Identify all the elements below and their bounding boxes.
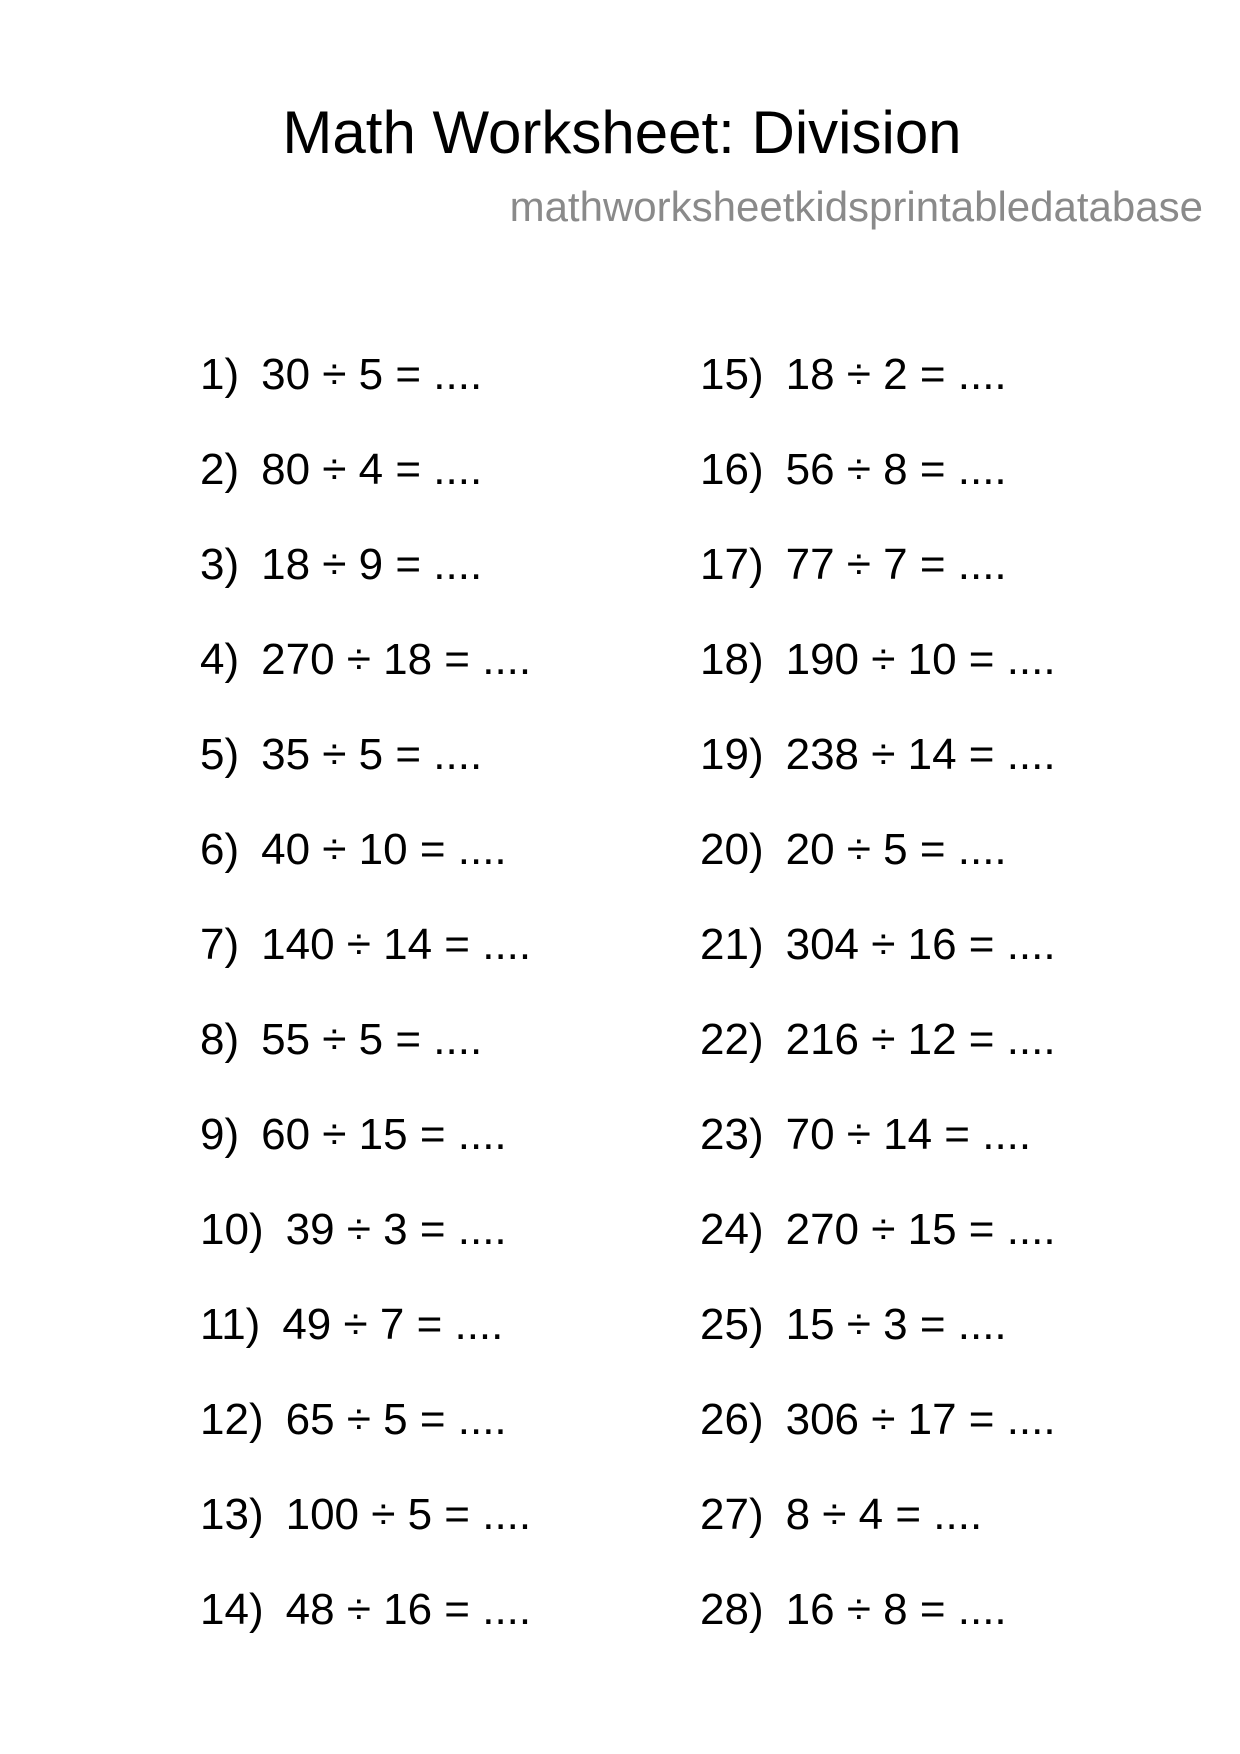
- problem-expression: 77 ÷ 7 = ....: [785, 540, 1007, 589]
- problem-number: 17): [700, 540, 764, 589]
- problem-item: [700, 1584, 1056, 1679]
- problem-item: [700, 539, 1056, 634]
- problem-number: 26): [700, 1395, 764, 1444]
- problem-number: 16): [700, 445, 764, 494]
- problem-item: [700, 349, 1056, 444]
- problem-column-left: [200, 349, 531, 1679]
- problem-number: 21): [700, 920, 764, 969]
- problem-item: [200, 1014, 531, 1109]
- problem-number: 15): [700, 350, 764, 399]
- problem-number: 8): [200, 1015, 240, 1064]
- problem-expression: 35 ÷ 5 = ....: [261, 730, 483, 779]
- problem-number: 3): [200, 540, 240, 589]
- problem-item: [700, 1014, 1056, 1109]
- problem-expression: 30 ÷ 5 = ....: [261, 350, 483, 399]
- problem-number: 12): [200, 1395, 264, 1444]
- problem-expression: 80 ÷ 4 = ....: [261, 445, 483, 494]
- problem-expression: 48 ÷ 16 = ....: [285, 1585, 532, 1634]
- problem-item: [700, 444, 1056, 539]
- problem-column-right: [700, 349, 1056, 1679]
- problem-expression: 40 ÷ 10 = ....: [261, 825, 507, 874]
- problem-expression: 190 ÷ 10 = ....: [785, 635, 1056, 684]
- problem-expression: 39 ÷ 3 = ....: [285, 1205, 507, 1254]
- problem-number: 22): [700, 1015, 764, 1064]
- problem-item: [200, 1109, 531, 1204]
- problem-item: [200, 729, 531, 824]
- problem-expression: 140 ÷ 14 = ....: [261, 920, 532, 969]
- problem-number: 23): [700, 1110, 764, 1159]
- problem-item: [200, 919, 531, 1014]
- worksheet-subtitle: mathworksheetkidsprintabledatabase: [509, 183, 1203, 230]
- problem-item: [200, 1584, 531, 1679]
- problem-item: [700, 634, 1056, 729]
- problem-item: [200, 444, 531, 539]
- problem-expression: 15 ÷ 3 = ....: [785, 1300, 1007, 1349]
- problem-item: [700, 1204, 1056, 1299]
- problem-number: 25): [700, 1300, 764, 1349]
- problem-expression: 49 ÷ 7 = ....: [282, 1300, 504, 1349]
- problem-number: 10): [200, 1205, 264, 1254]
- problem-item: [700, 824, 1056, 919]
- problem-number: 7): [200, 920, 240, 969]
- problem-item: [700, 1489, 1056, 1584]
- problem-item: [200, 349, 531, 444]
- problem-number: 2): [200, 445, 240, 494]
- problem-expression: 270 ÷ 18 = ....: [261, 635, 532, 684]
- problem-item: [700, 1394, 1056, 1489]
- problem-number: 19): [700, 730, 764, 779]
- problem-number: 28): [700, 1585, 764, 1634]
- problem-expression: 238 ÷ 14 = ....: [785, 730, 1056, 779]
- problem-expression: 8 ÷ 4 = ....: [785, 1490, 983, 1539]
- problem-expression: 18 ÷ 2 = ....: [785, 350, 1007, 399]
- problem-expression: 216 ÷ 12 = ....: [785, 1015, 1056, 1064]
- problem-expression: 100 ÷ 5 = ....: [285, 1490, 532, 1539]
- problem-number: 1): [200, 350, 240, 399]
- problem-number: 27): [700, 1490, 764, 1539]
- problem-number: 13): [200, 1490, 264, 1539]
- problem-item: [700, 729, 1056, 824]
- worksheet-title: Math Worksheet: Division: [282, 99, 962, 166]
- problem-item: [200, 634, 531, 729]
- problem-number: 14): [200, 1585, 264, 1634]
- problem-item: [200, 539, 531, 634]
- problem-number: 24): [700, 1205, 764, 1254]
- problem-expression: 60 ÷ 15 = ....: [261, 1110, 507, 1159]
- problem-expression: 55 ÷ 5 = ....: [261, 1015, 483, 1064]
- problem-item: [700, 919, 1056, 1014]
- problem-expression: 20 ÷ 5 = ....: [785, 825, 1007, 874]
- problem-number: 11): [200, 1300, 261, 1349]
- problem-item: [700, 1109, 1056, 1204]
- problem-expression: 270 ÷ 15 = ....: [785, 1205, 1056, 1254]
- problem-expression: 56 ÷ 8 = ....: [785, 445, 1007, 494]
- problem-item: [200, 1299, 531, 1394]
- problem-number: 6): [200, 825, 240, 874]
- problem-number: 4): [200, 635, 240, 684]
- problem-number: 20): [700, 825, 764, 874]
- problem-item: [200, 1394, 531, 1489]
- problem-expression: 70 ÷ 14 = ....: [785, 1110, 1032, 1159]
- problem-item: [700, 1299, 1056, 1394]
- problem-expression: 18 ÷ 9 = ....: [261, 540, 483, 589]
- problem-number: 9): [200, 1110, 240, 1159]
- problem-number: 5): [200, 730, 240, 779]
- problem-expression: 16 ÷ 8 = ....: [785, 1585, 1007, 1634]
- problem-item: [200, 1204, 531, 1299]
- problem-expression: 65 ÷ 5 = ....: [285, 1395, 507, 1444]
- problem-item: [200, 824, 531, 919]
- problem-expression: 304 ÷ 16 = ....: [785, 920, 1056, 969]
- problem-item: [200, 1489, 531, 1584]
- problem-expression: 306 ÷ 17 = ....: [785, 1395, 1056, 1444]
- problem-number: 18): [700, 635, 764, 684]
